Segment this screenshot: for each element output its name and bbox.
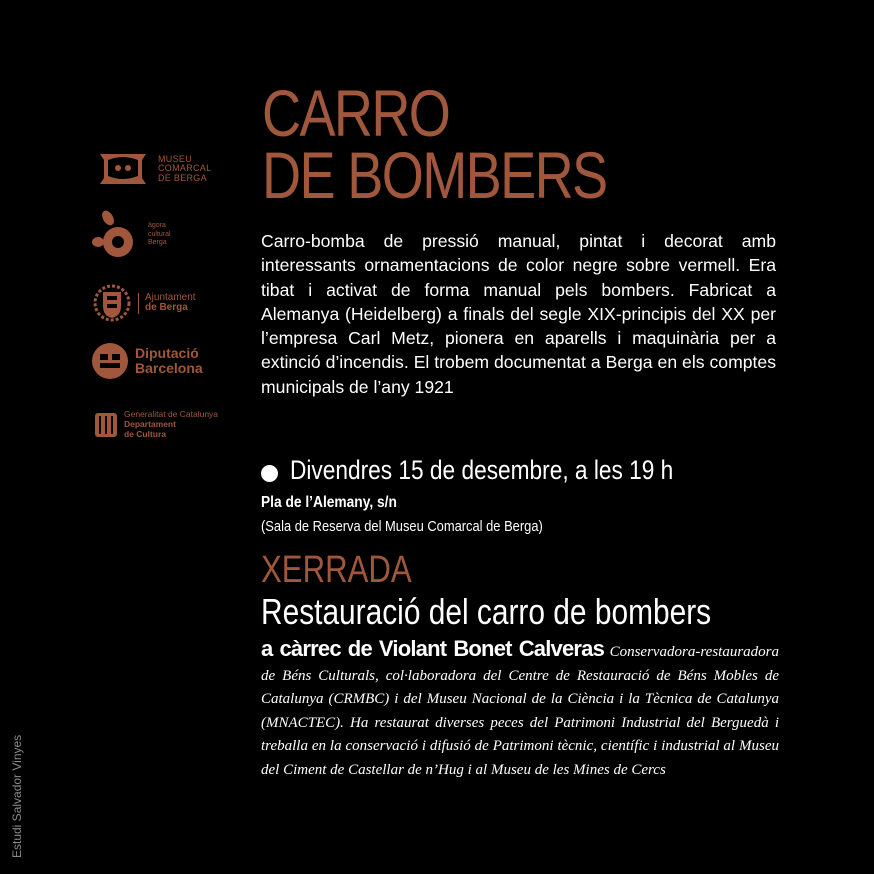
museu-logo-line: DE BERGA — [158, 172, 207, 183]
berga-shield-icon — [92, 282, 132, 324]
diputacio-logo-line: Barcelona — [135, 360, 203, 376]
diputacio-logo-line: Diputació — [135, 345, 199, 362]
agora-logo-icon — [90, 208, 142, 262]
agora-logo-line: cultural — [148, 230, 171, 238]
generalitat-logo-line: Departament — [124, 418, 176, 429]
event-type-label: XERRADA — [261, 549, 412, 591]
agora-logo-line: Berga — [148, 239, 167, 247]
generalitat-logo-icon — [94, 411, 118, 439]
generalitat-logo-line: de Cultura — [124, 428, 167, 439]
agora-cultural-logo — [90, 208, 171, 262]
agora-logo-line: àgora — [148, 222, 166, 230]
talk-title: Restauració del carro de bombers — [261, 591, 712, 632]
ajuntament-berga-logo — [92, 282, 196, 324]
speaker-bio — [261, 637, 779, 782]
museu-logo-icon — [94, 150, 152, 188]
generalitat-cultura-logo — [94, 410, 218, 439]
diputacio-logo-icon — [91, 342, 129, 380]
ajuntament-logo-line: de Berga — [145, 302, 188, 313]
museu-logo-line: MUSEU — [158, 153, 193, 164]
speaker-name: a càrrec de Violant Bonet Calveras — [261, 636, 605, 661]
bullet-icon — [261, 465, 278, 482]
event-place: Pla de l’Alemany, s/n — [261, 494, 397, 511]
museu-comarcal-logo — [94, 150, 211, 188]
title-line-2: DE BOMBERS — [262, 138, 607, 212]
page-title — [262, 76, 607, 212]
description-paragraph: Carro-bomba de pressió manual, pintat i decorat amb interessants ornamentacions de color negre sobre vermell. Era tibat i activat de forma manual pels bombers. Fabricat a Alemanya (Heidelberg) a finals del segle XIX-principis del XX per l’empresa Carl Metz, pionera en aparells i maquinària per a extinció d’incendis. El trobem documentat a Berga en els comptes municipals de l’any 1921 — [261, 231, 776, 397]
event-date-row — [261, 453, 801, 487]
museu-logo-line: COMARCAL — [158, 163, 212, 174]
generalitat-logo-line: Generalitat de Catalunya — [124, 409, 219, 419]
title-line-1: CARRO — [262, 76, 450, 150]
event-date: Divendres 15 de desembre, a les 19 h — [290, 455, 674, 485]
ajuntament-logo-line: Ajuntament — [145, 291, 196, 303]
event-place-detail: (Sala de Reserva del Museu Comarcal de Berga) — [261, 518, 543, 535]
designer-credit: Estudi Salvador Vinyes — [10, 734, 24, 858]
speaker-bio-text: Conservadora-restauradora de Béns Culturals, col·laboradora del Centre de Restauració de Béns Mobles de Catalunya (CRMBC) i del Museu Nacional de la Ciència i la Tècnica de Catalunya (MNACTEC). Ha restaurat diverses peces del Patrimoni Industrial del Berguedà i treballa en la conservació i difusió de Patrimoni tècnic, científic i industrial al Museu del Ciment de Castellar de n’Hug i al Museu de les Mines de Cercs — [261, 644, 780, 778]
diputacio-barcelona-logo — [91, 342, 203, 380]
